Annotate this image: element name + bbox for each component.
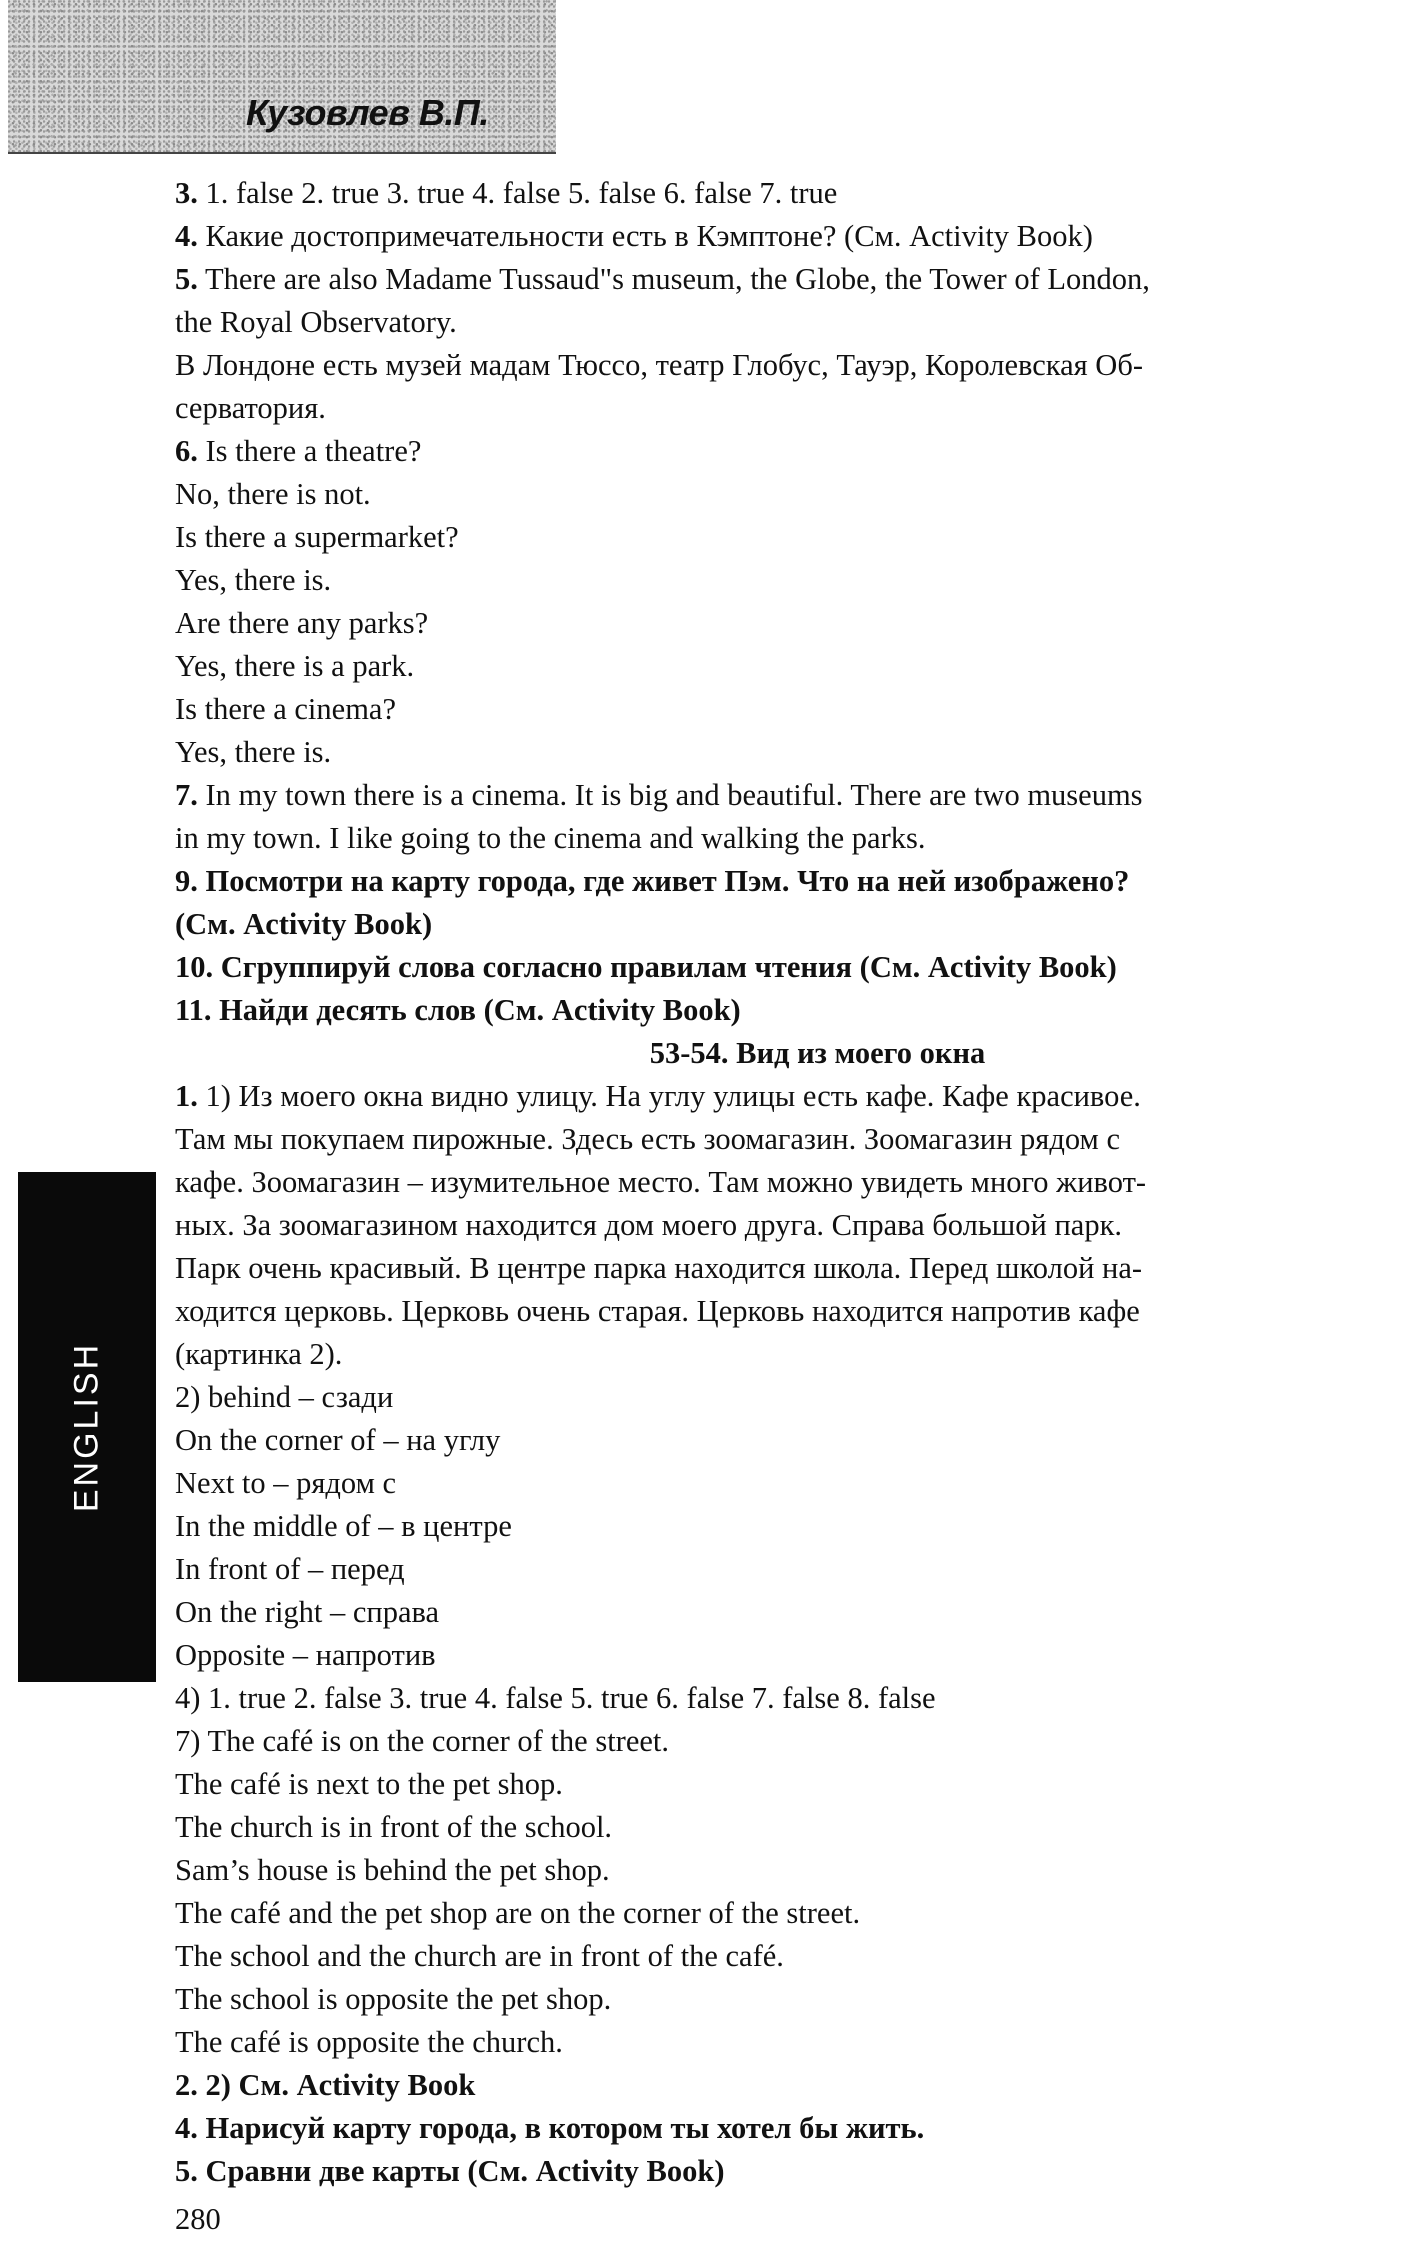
item-number: 4. — [175, 219, 198, 253]
text-line: The school is opposite the pet shop. — [175, 1982, 612, 2016]
text-line: 4) 1. true 2. false 3. true 4. false 5. true 6. false 7. false 8. false — [175, 1681, 936, 1715]
task-heading: 10. Сгруппируй слова согласно правилам чтения (См. Activity Book) — [175, 950, 1117, 984]
page-body — [175, 172, 1400, 2193]
text-line — [175, 1075, 1400, 1118]
text-line: 2) behind – сзади — [175, 1380, 394, 1414]
task-heading: 11. Найди десять слов (См. Activity Book) — [175, 993, 741, 1027]
page-number: 280 — [175, 2202, 221, 2236]
text-line: Там мы покупаем пирожные. Здесь есть зоомагазин. Зоомагазин рядом с — [175, 1122, 1120, 1156]
text-line: No, there is not. — [175, 477, 371, 511]
text-line: Парк очень красивый. В центре парка находится школа. Перед школой на- — [175, 1251, 1143, 1285]
text-line: in my town. I like going to the cinema and walking the parks. — [175, 821, 926, 855]
item-number: 6. — [175, 434, 198, 468]
text-line: Opposite – напротив — [175, 1638, 436, 1672]
text-line — [175, 774, 1400, 817]
side-tab — [18, 1172, 156, 1682]
line-text: In my town there is a cinema. It is big and beautiful. There are two museums — [197, 778, 1143, 812]
text-line: The school and the church are in front of the café. — [175, 1939, 784, 1973]
lesson-title: 53-54. Вид из моего окна — [649, 1036, 986, 1070]
text-line: Is there a supermarket? — [175, 520, 459, 554]
text-line: In front of – перед — [175, 1552, 405, 1586]
task-heading: 2. 2) См. Activity Book — [175, 2068, 476, 2102]
text-line: The café is next to the pet shop. — [175, 1767, 563, 1801]
running-header — [8, 0, 556, 154]
text-line: Are there any parks? — [175, 606, 429, 640]
item-number: 1. — [175, 1079, 198, 1113]
header-author: Кузовлев В.П. — [246, 92, 489, 133]
text-line: ходится церковь. Церковь очень старая. Церковь находится напротив кафе — [175, 1294, 1140, 1328]
text-line: серватория. — [175, 391, 326, 425]
line-text: 1) Из моего окна видно улицу. На углу улицы есть кафе. Кафе красивое. — [197, 1079, 1141, 1113]
text-line: In the middle of – в центре — [175, 1509, 512, 1543]
text-line — [175, 430, 1400, 473]
text-line: The café and the pet shop are on the corner of the street. — [175, 1896, 861, 1930]
text-line: Sam’s house is behind the pet shop. — [175, 1853, 610, 1887]
text-line: Yes, there is. — [175, 735, 332, 769]
task-heading: 4. Нарисуй карту города, в котором ты хотел бы жить. — [175, 2111, 925, 2145]
task-heading: 9. Посмотри на карту города, где живет Пэм. Что на ней изображено? — [175, 864, 1130, 898]
text-line: 7) The café is on the corner of the street. — [175, 1724, 670, 1758]
text-line: the Royal Observatory. — [175, 305, 457, 339]
text-line: В Лондоне есть музей мадам Тюссо, театр Глобус, Тауэр, Королевская Об- — [175, 348, 1143, 382]
text-line: кафе. Зоомагазин – изумительное место. Там можно увидеть много живот- — [175, 1165, 1147, 1199]
text-line: On the right – справа — [175, 1595, 440, 1629]
task-heading: (См. Activity Book) — [175, 907, 433, 941]
text-line: On the corner of – на углу — [175, 1423, 501, 1457]
text-line — [175, 215, 1400, 258]
text-line: The church is in front of the school. — [175, 1810, 613, 1844]
text-line: (картинка 2). — [175, 1337, 343, 1371]
text-line — [175, 172, 1400, 215]
line-text: There are also Madame Tussaud"s museum, the Globe, the Tower of London, — [197, 262, 1150, 296]
line-text: Какие достопримечательности есть в Кэмптоне? (См. Activity Book) — [197, 219, 1093, 253]
text-line: The café is opposite the church. — [175, 2025, 563, 2059]
text-line: Next to – рядом с — [175, 1466, 397, 1500]
line-text: 1. false 2. true 3. true 4. false 5. false 6. false 7. true — [197, 176, 838, 210]
item-number: 5. — [175, 262, 198, 296]
text-line: Yes, there is a park. — [175, 649, 415, 683]
text-line: Yes, there is. — [175, 563, 332, 597]
task-heading: 5. Сравни две карты (См. Activity Book) — [175, 2154, 725, 2188]
text-line — [175, 258, 1400, 301]
item-number: 3. — [175, 176, 198, 210]
text-line: ных. За зоомагазином находится дом моего друга. Справа большой парк. — [175, 1208, 1123, 1242]
text-line: Is there a cinema? — [175, 692, 396, 726]
item-number: 7. — [175, 778, 198, 812]
side-tab-label: ENGLISH — [67, 1341, 106, 1513]
line-text: Is there a theatre? — [197, 434, 422, 468]
